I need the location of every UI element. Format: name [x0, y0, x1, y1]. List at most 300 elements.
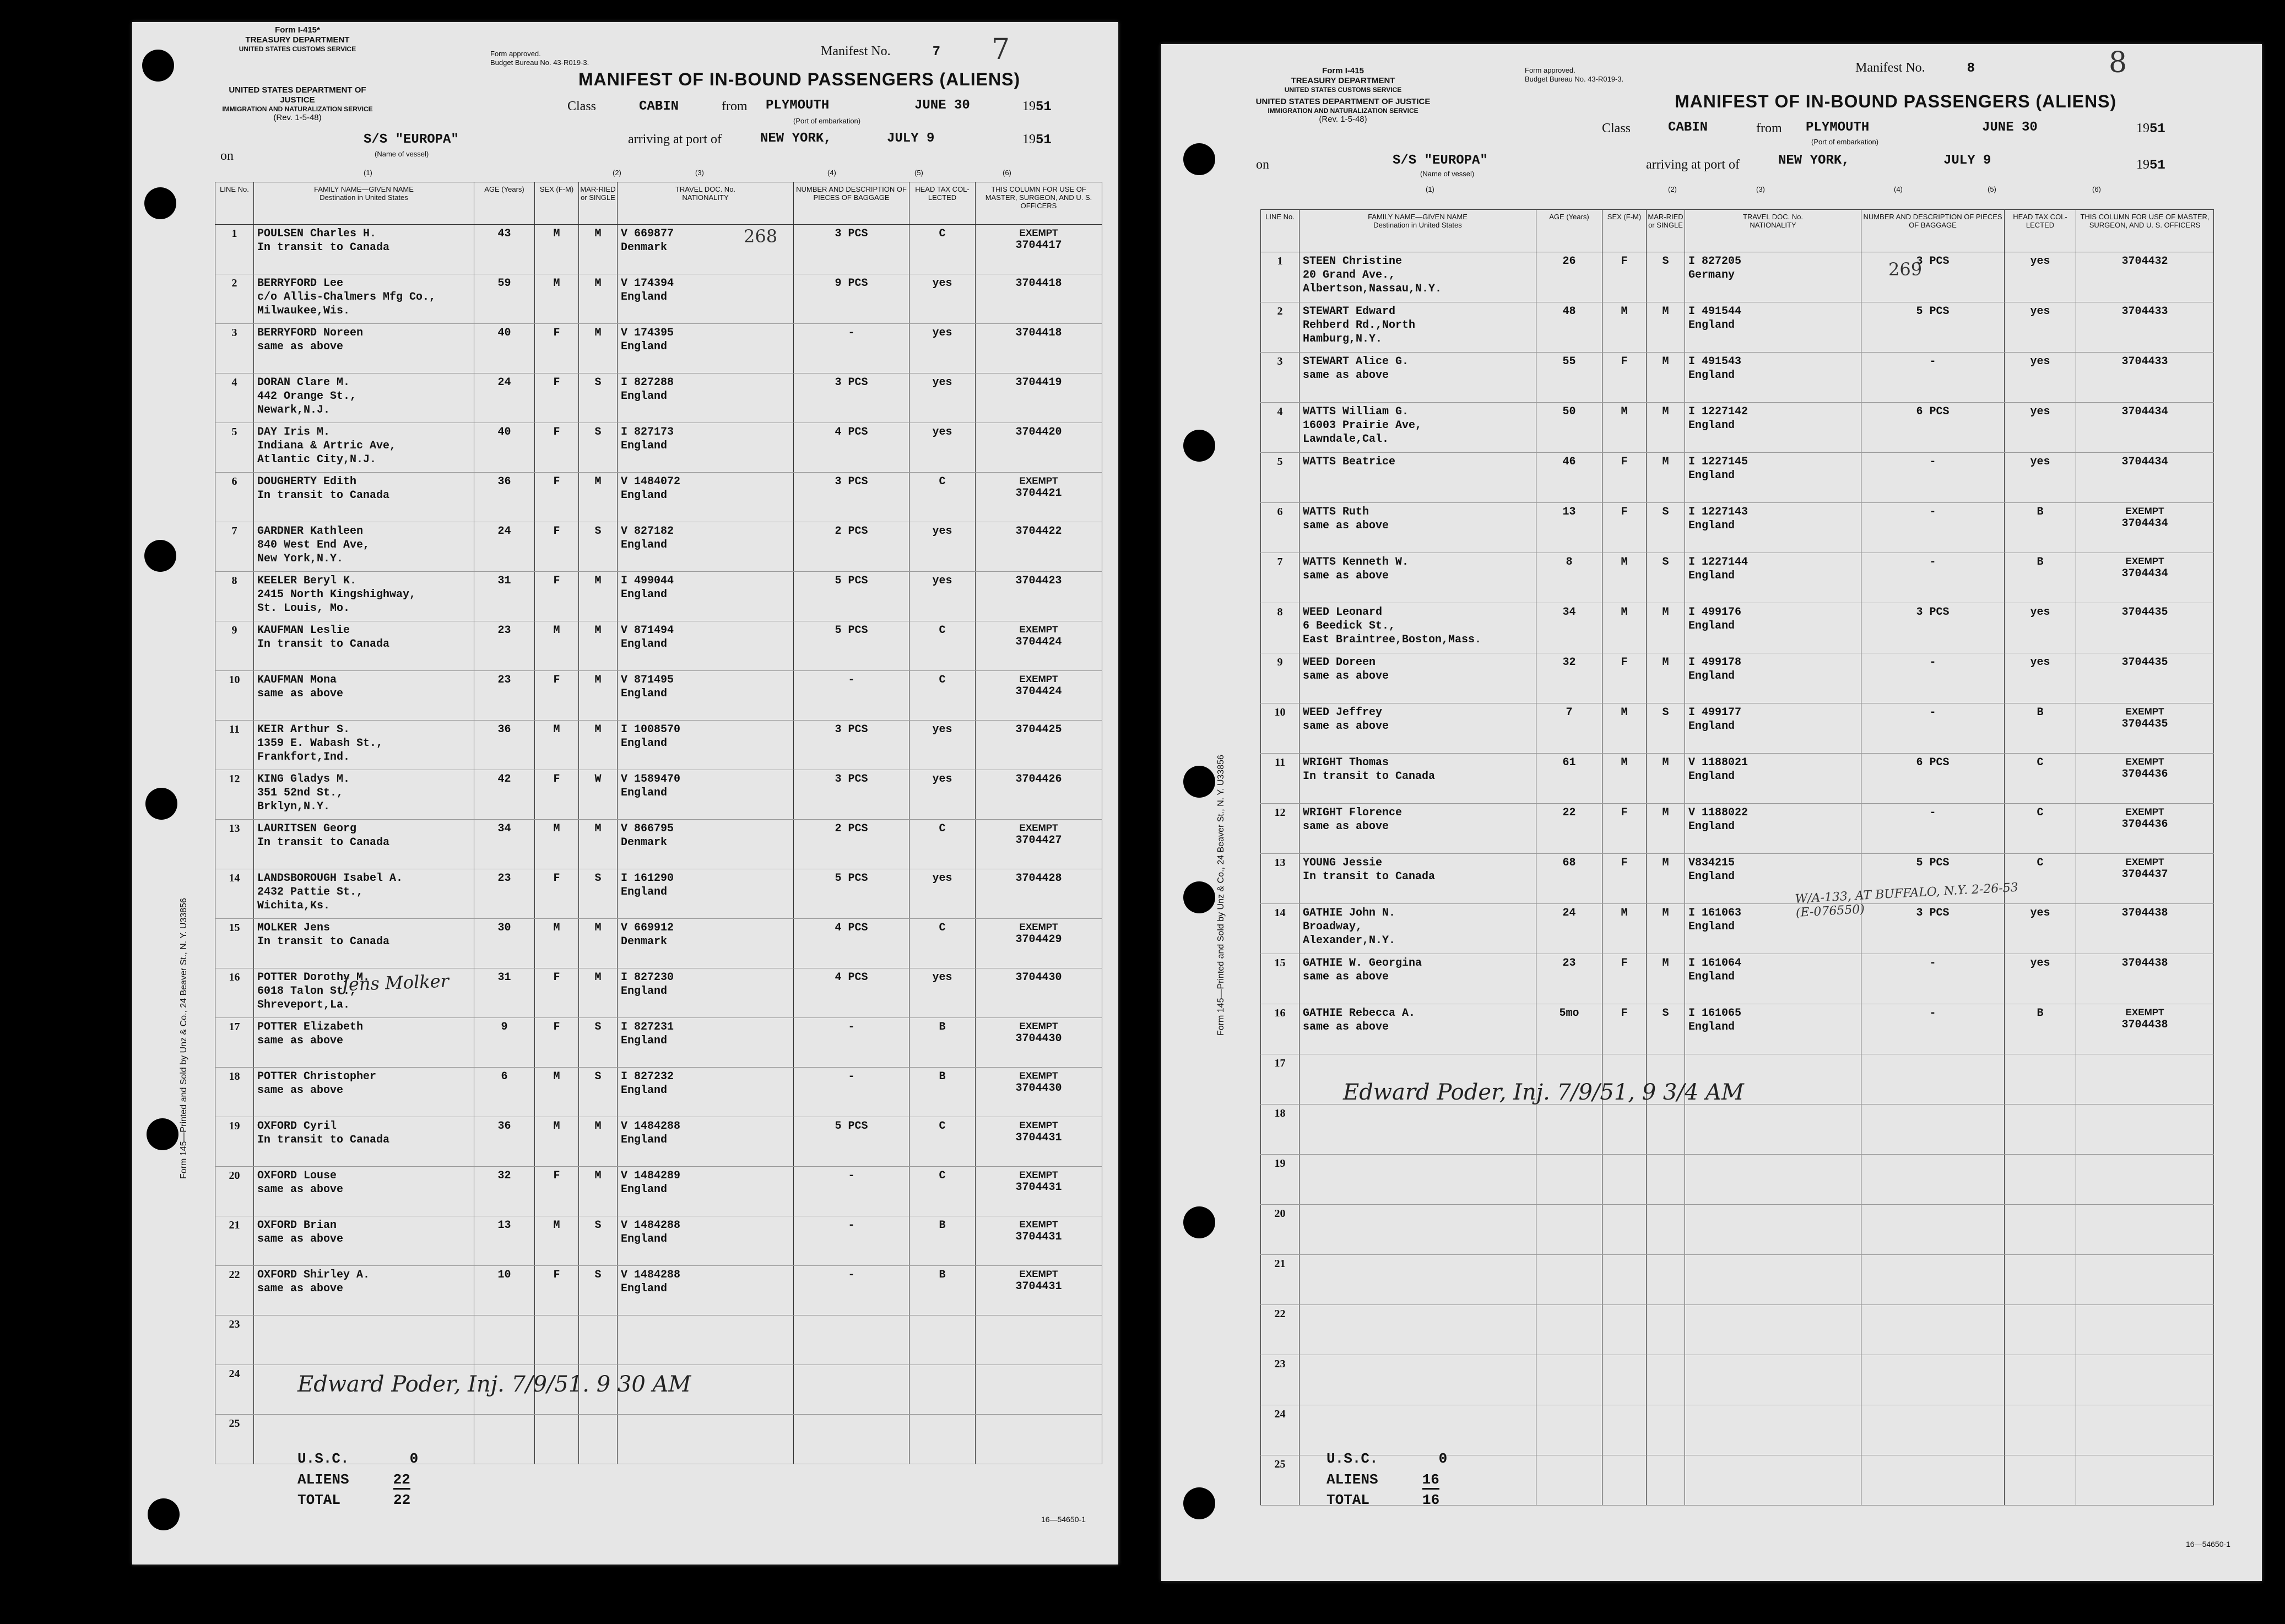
table-row [215, 1167, 1102, 1216]
exempt-stamp: EXEMPT [2125, 756, 2164, 767]
head-tax [2005, 1455, 2076, 1506]
head-tax: yes [909, 721, 976, 770]
passenger-age [1536, 1455, 1602, 1506]
travel-doc-cell [1685, 453, 1861, 503]
table-row [215, 572, 1102, 621]
passenger-age: 5mo [1536, 1004, 1602, 1054]
passenger-sex: M [535, 1117, 579, 1167]
officer-column [2076, 1004, 2214, 1054]
passenger-sex [1602, 1305, 1647, 1355]
table-row [215, 1266, 1102, 1316]
punch-hole [1183, 143, 1215, 175]
totals-block [1326, 1449, 1447, 1511]
table-row [215, 473, 1102, 522]
passenger-age: 48 [1536, 302, 1602, 353]
travel-doc-number: I 827288 [621, 376, 674, 389]
baggage: 4 PCS [794, 919, 909, 968]
total-value: 22 [393, 1492, 411, 1509]
line-number: 12 [215, 770, 254, 820]
passenger-marital-status [1647, 1255, 1685, 1305]
vessel-name: S/S "EUROPA" [1393, 153, 1488, 168]
passenger-marital-status: S [579, 1266, 618, 1316]
line-number: 23 [1261, 1355, 1299, 1405]
passenger-table [215, 182, 1102, 1464]
table-row [1261, 703, 2214, 754]
nationality: England [621, 291, 668, 304]
exempt-stamp: EXEMPT [1019, 228, 1058, 238]
passenger-destination: Broadway, Alexander,N.Y. [1303, 921, 1396, 947]
class-value: CABIN [1668, 120, 1708, 135]
officer-number: 3704430 [1015, 1032, 1062, 1046]
travel-doc-number: V 1188021 [1688, 756, 1748, 769]
passenger-marital-status: S [1647, 553, 1685, 603]
passenger-destination: Rehberd Rd.,North Hamburg,N.Y. [1303, 319, 1416, 345]
officer-column [976, 820, 1102, 869]
passenger-sex: M [1602, 754, 1647, 804]
table-row [1261, 1155, 2214, 1205]
passenger-destination: In transit to Canada [257, 638, 390, 651]
passenger-name-cell [1299, 252, 1536, 302]
col-num: (2) [1668, 185, 1677, 193]
passenger-name-cell [1299, 1205, 1536, 1255]
passenger-sex: M [1602, 403, 1647, 453]
passenger-name: KING Gladys M. [257, 773, 350, 786]
passenger-marital-status: M [579, 820, 618, 869]
travel-doc-cell [618, 721, 794, 770]
travel-doc-number: V 1589470 [621, 773, 681, 786]
line-number: 6 [1261, 503, 1299, 553]
travel-doc-cell [1685, 1455, 1861, 1506]
passenger-age [474, 1316, 535, 1365]
col-num: (4) [1894, 185, 1903, 193]
passenger-marital-status: W [579, 770, 618, 820]
aliens-value: 16 [1422, 1471, 1439, 1490]
baggage: - [1861, 353, 2005, 403]
officer-column [2076, 1155, 2214, 1205]
passenger-age: 24 [474, 522, 535, 572]
passenger-destination: In transit to Canada [1303, 770, 1436, 783]
passenger-age: 34 [474, 820, 535, 869]
table-row [1261, 1355, 2214, 1405]
officer-column [2076, 804, 2214, 854]
line-number: 15 [1261, 954, 1299, 1004]
passenger-name: KAUFMAN Leslie [257, 624, 350, 637]
travel-doc-number: V 1484289 [621, 1170, 681, 1182]
passenger-name: GATHIE Rebecca A. [1303, 1007, 1416, 1020]
travel-doc-cell [1685, 553, 1861, 603]
travel-doc-cell [1685, 1305, 1861, 1355]
officer-number: 3704437 [2121, 868, 2168, 881]
head-tax [2005, 1105, 2076, 1155]
officer-number: 3704422 [1015, 525, 1062, 538]
baggage [1861, 1255, 2005, 1305]
passenger-marital-status [1647, 1405, 1685, 1455]
head-tax: C [2005, 754, 2076, 804]
travel-doc-number: V 871495 [621, 674, 674, 686]
passenger-marital-status: S [1647, 503, 1685, 553]
officer-number: 3704433 [2121, 355, 2168, 368]
passenger-destination: same as above [257, 1233, 344, 1246]
passenger-name-cell [1299, 1405, 1536, 1455]
passenger-age [1536, 1405, 1602, 1455]
nationality: England [621, 688, 668, 700]
aliens-value: 22 [393, 1471, 410, 1490]
column-header: LINE No. [215, 182, 254, 225]
line-number: 1 [215, 225, 254, 274]
passenger-name-cell [1299, 302, 1536, 353]
embark-date: JUNE 30 [914, 98, 970, 113]
travel-doc-number: V 1484072 [621, 475, 681, 488]
baggage: - [794, 1068, 909, 1117]
officer-number: 3704424 [1015, 636, 1062, 649]
travel-doc-number: I 499044 [621, 575, 674, 587]
travel-doc-cell [618, 373, 794, 423]
head-tax [909, 1316, 976, 1365]
passenger-age: 10 [474, 1266, 535, 1316]
class-label: Class [1602, 121, 1631, 136]
officer-number: 3704431 [1015, 1280, 1062, 1293]
passenger-sex: F [535, 522, 579, 572]
col-num: (6) [2092, 185, 2101, 193]
passenger-sex: F [1602, 653, 1647, 703]
officer-number: 3704432 [2121, 255, 2168, 268]
line-number: 15 [215, 919, 254, 968]
passenger-age: 36 [474, 473, 535, 522]
exempt-stamp: EXEMPT [1019, 1170, 1058, 1180]
head-tax [909, 1365, 976, 1415]
punch-hole [1183, 1206, 1215, 1238]
line-number: 16 [215, 968, 254, 1018]
line-number: 4 [1261, 403, 1299, 453]
officer-number: 3704427 [1015, 834, 1062, 847]
exempt-stamp: EXEMPT [2125, 506, 2164, 516]
travel-doc-number: V 866795 [621, 822, 674, 835]
passenger-marital-status: M [579, 324, 618, 373]
head-tax: yes [2005, 603, 2076, 653]
officer-column [2076, 1205, 2214, 1255]
travel-doc-number: V834215 [1688, 857, 1735, 869]
head-tax: C [909, 1167, 976, 1216]
table-row [1261, 1405, 2214, 1455]
passenger-name: POULSEN Charles H. [257, 228, 377, 240]
table-row [1261, 1305, 2214, 1355]
table-row [215, 671, 1102, 721]
column-header: THIS COLUMN FOR USE OF MASTER, SURGEON, AND U. S. OFFICERS [2076, 210, 2214, 252]
table-row [1261, 302, 2214, 353]
exempt-stamp: EXEMPT [2125, 706, 2164, 717]
travel-doc-cell [1685, 302, 1861, 353]
line-number: 13 [215, 820, 254, 869]
passenger-marital-status: S [579, 373, 618, 423]
travel-doc-number: V 174395 [621, 327, 674, 339]
exempt-stamp: EXEMPT [1019, 1219, 1058, 1230]
passenger-name: DOUGHERTY Edith [257, 475, 357, 488]
line-number: 10 [1261, 703, 1299, 754]
line-number: 18 [1261, 1105, 1299, 1155]
column-header: AGE (Years) [474, 182, 535, 225]
column-header: NUMBER AND DESCRIPTION OF PIECES OF BAGGAGE [1861, 210, 2005, 252]
passenger-age: 68 [1536, 854, 1602, 904]
printer-imprint: Form 145—Printed and Sold by Unz & Co., 24 Beaver St., N. Y. U33856 [179, 898, 188, 1179]
nationality: England [621, 489, 668, 502]
table-row [1261, 503, 2214, 553]
baggage [1861, 1155, 2005, 1205]
head-tax: yes [2005, 904, 2076, 954]
baggage: 4 PCS [794, 968, 909, 1018]
passenger-sex: M [1602, 553, 1647, 603]
head-tax [909, 1415, 976, 1464]
nationality: England [621, 539, 668, 551]
passenger-sex: F [535, 1266, 579, 1316]
passenger-age: 31 [474, 572, 535, 621]
passenger-sex: F [535, 1018, 579, 1068]
passenger-sex: F [1602, 954, 1647, 1004]
travel-doc-cell [1685, 1155, 1861, 1205]
table-row [215, 522, 1102, 572]
port-embark-note: (Port of embarkation) [1811, 138, 1879, 146]
passenger-sex: M [1602, 302, 1647, 353]
column-header: MAR-RIED or SINGLE [579, 182, 618, 225]
passenger-marital-status [1647, 1105, 1685, 1155]
passenger-age [474, 1415, 535, 1464]
officer-column [2076, 353, 2214, 403]
travel-doc-cell [1685, 1405, 1861, 1455]
officer-column [976, 1415, 1102, 1464]
port-embarkation: PLYMOUTH [1806, 120, 1870, 135]
head-tax: yes [909, 423, 976, 473]
passenger-name-cell [1299, 353, 1536, 403]
form-footer-number: 16—54650-1 [1041, 1515, 1086, 1524]
passenger-marital-status [579, 1316, 618, 1365]
head-tax: yes [2005, 353, 2076, 403]
officer-column [2076, 252, 2214, 302]
head-tax: yes [909, 274, 976, 324]
line-number: 24 [215, 1365, 254, 1415]
passenger-destination: same as above [1303, 519, 1389, 532]
passenger-name-cell [1299, 553, 1536, 603]
passenger-table [1260, 209, 2214, 1509]
nationality: England [1688, 770, 1735, 783]
line-number: 5 [1261, 453, 1299, 503]
nationality: England [621, 1084, 668, 1097]
passenger-marital-status: S [579, 1216, 618, 1266]
baggage: 3 PCS [794, 770, 909, 820]
table-row [1261, 553, 2214, 603]
passenger-name: KAUFMAN Mona [257, 674, 337, 686]
manifest-no-handwritten: 7 [992, 33, 1010, 66]
table-row [215, 869, 1102, 919]
passenger-name-cell [254, 225, 474, 274]
passenger-destination: same as above [257, 340, 344, 353]
baggage: - [794, 1266, 909, 1316]
baggage: 5 PCS [794, 869, 909, 919]
travel-doc-number: V 871494 [621, 624, 674, 637]
form-header-treasury: Form I-415* TREASURY DEPARTMENT UNITED STATES CUSTOMS SERVICE [239, 25, 356, 53]
travel-doc-cell [1685, 252, 1861, 302]
passenger-name: WEED Leonard [1303, 606, 1383, 619]
punch-hole [142, 50, 174, 82]
passenger-sex: M [535, 274, 579, 324]
travel-doc-number: V 1484288 [621, 1120, 681, 1133]
line-number: 9 [1261, 653, 1299, 703]
travel-doc-number: I 161290 [621, 872, 674, 885]
passenger-destination: same as above [257, 1035, 344, 1047]
passenger-sex: M [1602, 603, 1647, 653]
travel-doc-cell [618, 770, 794, 820]
head-tax: C [909, 671, 976, 721]
nationality: England [621, 787, 668, 799]
passenger-name-cell [1299, 854, 1536, 904]
table-row [215, 621, 1102, 671]
passenger-destination: same as above [257, 1084, 344, 1097]
passenger-name-cell [254, 621, 474, 671]
line-number: 4 [215, 373, 254, 423]
exempt-stamp: EXEMPT [2125, 556, 2164, 566]
travel-doc-number: I 1227144 [1688, 556, 1748, 569]
head-tax: yes [909, 373, 976, 423]
baggage: 4 PCS [794, 423, 909, 473]
on-label: on [220, 149, 234, 163]
passenger-age: 23 [474, 671, 535, 721]
officer-column [976, 869, 1102, 919]
passenger-name: KEIR Arthur S. [257, 723, 350, 736]
table-row [215, 1068, 1102, 1117]
totals-block [297, 1449, 418, 1511]
travel-doc-cell [1685, 954, 1861, 1004]
officer-column [976, 1167, 1102, 1216]
baggage: - [794, 324, 909, 373]
passenger-age: 59 [474, 274, 535, 324]
table-row [1261, 1004, 2214, 1054]
head-tax: yes [909, 968, 976, 1018]
officer-column [976, 1068, 1102, 1117]
head-tax: C [2005, 804, 2076, 854]
baggage: 3 PCS [794, 373, 909, 423]
nationality: England [621, 737, 668, 750]
travel-doc-cell [618, 274, 794, 324]
passenger-name-cell [254, 274, 474, 324]
passenger-marital-status: S [1647, 703, 1685, 754]
passenger-destination: 16003 Prairie Ave, Lawndale,Cal. [1303, 419, 1422, 446]
head-tax: yes [909, 572, 976, 621]
passenger-destination: 840 West End Ave, New York,N.Y. [257, 539, 370, 565]
exempt-stamp: EXEMPT [1019, 674, 1058, 684]
head-tax: yes [2005, 403, 2076, 453]
passenger-name: GATHIE John N. [1303, 907, 1396, 919]
nationality: England [1688, 971, 1735, 983]
passenger-name-cell [254, 423, 474, 473]
officer-number: 3704424 [1015, 685, 1062, 699]
passenger-name-cell [254, 324, 474, 373]
travel-doc-number: I 161063 [1688, 907, 1742, 919]
head-tax [2005, 1205, 2076, 1255]
travel-doc-cell [1685, 503, 1861, 553]
total-label: TOTAL [297, 1492, 341, 1509]
col-num: (2) [613, 169, 621, 177]
line-number: 19 [215, 1117, 254, 1167]
line-number: 21 [215, 1216, 254, 1266]
column-header: SEX (F-M) [535, 182, 579, 225]
officer-column [2076, 1405, 2214, 1455]
passenger-destination: 6 Beedick St., East Braintree,Boston,Mass. [1303, 620, 1482, 646]
nationality: England [1688, 921, 1735, 933]
travel-doc-cell [618, 919, 794, 968]
officer-number: 3704438 [2121, 1019, 2168, 1032]
passenger-name: LAURITSEN Georg [257, 822, 357, 835]
officer-column [976, 522, 1102, 572]
manifest-page-right [1161, 44, 2262, 1581]
head-tax: C [909, 473, 976, 522]
baggage [1861, 1105, 2005, 1155]
officer-column [2076, 603, 2214, 653]
page-stamp: 269 [1888, 259, 1923, 280]
head-tax: yes [909, 324, 976, 373]
passenger-destination: same as above [1303, 570, 1389, 582]
head-tax: C [909, 820, 976, 869]
head-tax: B [909, 1018, 976, 1068]
exempt-stamp: EXEMPT [1019, 1070, 1058, 1081]
passenger-destination: In transit to Canada [257, 1134, 390, 1146]
column-header: LINE No. [1261, 210, 1299, 252]
officer-number: 3704426 [1015, 773, 1062, 786]
passenger-name: OXFORD Brian [257, 1219, 337, 1232]
passenger-name-cell [1299, 1255, 1536, 1305]
officer-column [2076, 1105, 2214, 1155]
nationality: England [1688, 720, 1735, 733]
travel-doc-number: I 827232 [621, 1070, 674, 1083]
nationality: England [621, 1035, 668, 1047]
column-header: FAMILY NAME—GIVEN NAME Destination in United States [1299, 210, 1536, 252]
officer-number: 3704431 [1015, 1231, 1062, 1244]
officer-column [976, 274, 1102, 324]
line-number: 3 [1261, 353, 1299, 403]
passenger-sex: M [1602, 904, 1647, 954]
officer-number: 3704417 [1015, 239, 1062, 252]
travel-doc-number: I 491544 [1688, 305, 1742, 318]
passenger-sex: F [1602, 353, 1647, 403]
line-number: 20 [215, 1167, 254, 1216]
column-header: AGE (Years) [1536, 210, 1602, 252]
passenger-marital-status: S [579, 1018, 618, 1068]
embark-date: JUNE 30 [1982, 120, 2038, 135]
baggage [794, 1316, 909, 1365]
passenger-marital-status: M [1647, 904, 1685, 954]
nationality: England [1688, 319, 1735, 332]
passenger-name: WEED Jeffrey [1303, 706, 1383, 719]
form-header-doj: UNITED STATES DEPARTMENT OF JUSTICE IMMIGRATION AND NATURALIZATION SERVICE (Rev. 1-5-48) [222, 85, 373, 123]
passenger-age: 36 [474, 721, 535, 770]
form-header-doj: UNITED STATES DEPARTMENT OF JUSTICE IMMIGRATION AND NATURALIZATION SERVICE (Rev. 1-5-48) [1255, 97, 1431, 124]
column-header: HEAD TAX COL-LECTED [2005, 210, 2076, 252]
passenger-destination: In transit to Canada [257, 241, 390, 254]
head-tax: yes [2005, 453, 2076, 503]
port-arrival: NEW YORK, [1778, 153, 1850, 168]
line-number: 25 [215, 1415, 254, 1464]
travel-doc-number: V 1484288 [621, 1219, 681, 1232]
passenger-name: WATTS Beatrice [1303, 456, 1396, 468]
col-num: (6) [1003, 169, 1011, 177]
passenger-name: WRIGHT Thomas [1303, 756, 1389, 769]
nationality: England [621, 1183, 668, 1196]
passenger-name-cell [1299, 954, 1536, 1004]
line-number: 2 [1261, 302, 1299, 353]
passenger-sex [535, 1316, 579, 1365]
passenger-destination: same as above [1303, 369, 1389, 382]
table-row [215, 373, 1102, 423]
passenger-sex [1602, 1455, 1647, 1506]
passenger-age: 22 [1536, 804, 1602, 854]
form-approval: Form approved. Budget Bureau No. 43-R019-3. [490, 50, 589, 67]
